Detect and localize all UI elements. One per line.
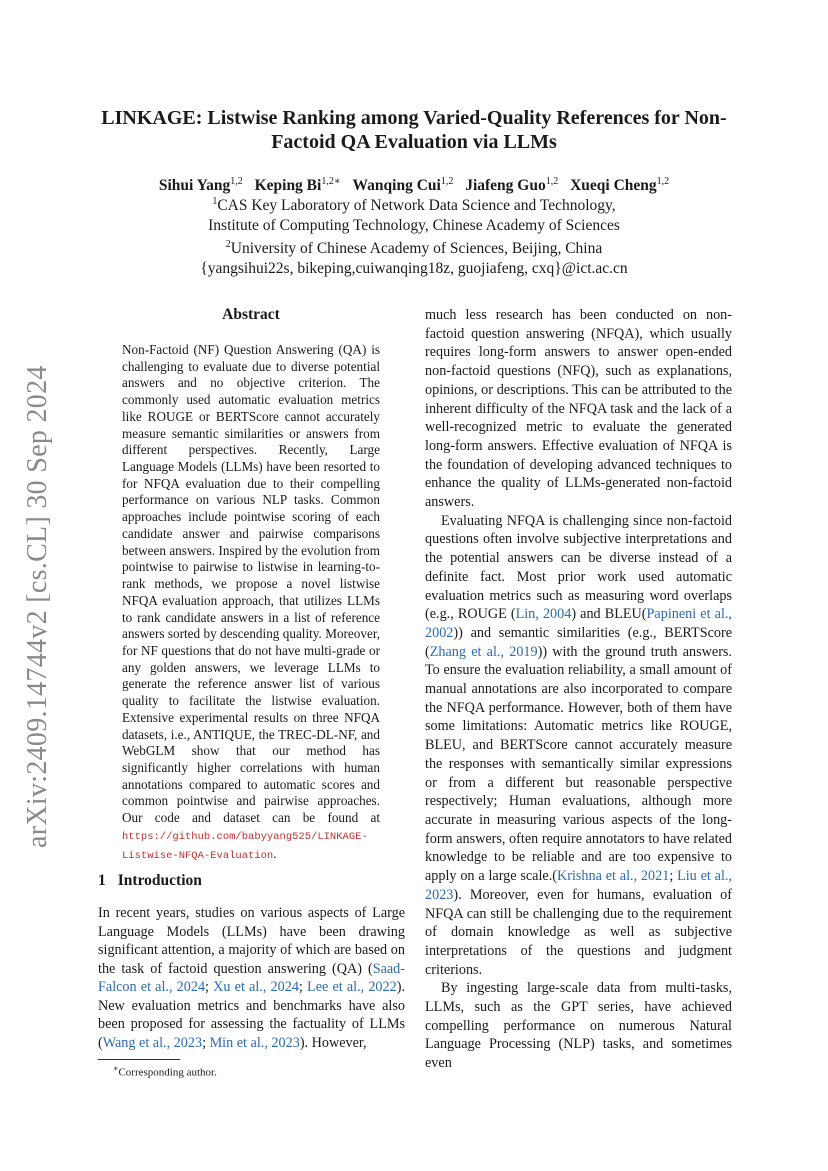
abstract-heading: Abstract <box>222 306 280 323</box>
citation-link[interactable]: Zhang et al., 2019 <box>429 643 538 660</box>
section-heading-introduction: 1 Introduction <box>98 872 202 889</box>
citation-link[interactable]: Saad-Falcon et al., 2024 <box>98 960 405 995</box>
paragraph: Evaluating NFQA is challenging since non-factoid questions often involve subjective interpretations and the potential answers can be diverse instead of a definite fact. Most prior work used automatic evaluation metrics such as measuring word overlaps (e.g., ROUGE (Lin, 2004) and BLEU(Papineni et al., 2002)) and semantic similarities (e.g., BERTScore (Zhang et al., 2019)) with the ground truth answers. To ensure the evaluation reliability, a small amount of manual annotations are also incorporated to compare the NFQA performance. However, both of them have some limitations: Automatic metrics like ROUGE, BLEU, and BERTScore cannot accurately measure the responses with semantically similar expressions or from a different but reasonable perspective respectively; Human evaluations, although more accurate in measuring various aspects of the long-form answers, often require annotators to have related knowledge to be reliable and are too expensive to apply on a large scale.(Krishna et al., 2021; Liu et al., 2023). Moreover, even for humans, evaluation of NFQA can still be challenging due to the requirement of domain knowledge as well as subjective interpretations of the questions and judgment criterions. <box>425 512 732 978</box>
abstract-body: Non-Factoid (NF) Question Answering (QA) is challenging to evaluate due to diverse potential answers and no objective criterion. The commonly used automatic evaluation metrics like ROUGE or BERTScore cannot accurately measure semantic similarities or answers from different perspectives. Recently, Large Language Models (LLMs) have been resorted to for NFQA evaluation due to their compelling performance on various NLP tasks. Common approaches include pointwise scoring of each candidate answer and pairwise comparisons between answers. Inspired by the evolution from pointwise to pairwise to listwise in learning-to-rank methods, we propose a novel listwise NFQA evaluation approach, that utilizes LLMs to rank candidate answers in a list of reference answers sorted by descending quality. Moreover, for NF questions that do not have multi-grade or any golden answers, we leverage LLMs to generate the reference answer list of various quality to facilitate the listwise evaluation. Extensive experimental results on three NFQA datasets, i.e., ANTIQUE, the TREC-DL-NF, and WebGLM show that our method has significantly higher correlations with human annotations compared to automatic scores and common pointwise and pairwise approaches. Our code and dataset can be found at https://github.com/babyyang525/LINKAGE-Listwise-NFQA-Evaluation. <box>122 342 380 862</box>
author-name: Sihui Yang$^{1,2}$ <box>158 176 243 195</box>
citation-link[interactable]: Min et al., 2023 <box>209 1034 300 1051</box>
footnote: ∗Corresponding author. <box>113 1064 217 1079</box>
paper-title: LINKAGE: Listwise Ranking among Varied-Quality References for Non-Factoid QA Evaluation via LLMs <box>101 107 727 153</box>
citation-link[interactable]: Lin, 2004 <box>515 606 572 623</box>
author-name: Keping $Bi^{1,2∗}$ <box>254 176 341 195</box>
paragraph: much less research has been conducted on non-factoid question answering (NFQA), which usually requires long-form answers to answer open-ended non-factoid questions (NFQ), such as explanations, opinions, or descriptions. This can be attributed to the inherent difficulty of the NFQA task and the lack of a well-recognized metric to evaluate the generated long-form answers. Effective evaluation of NFQA is the foundation of developing advanced techniques to enhance the quality of LLMs-generated non-factoid answers. <box>425 307 732 511</box>
citation-link[interactable]: Papineni et al., 2002 <box>425 606 732 641</box>
citation-link[interactable]: Krishna et al., 2021 <box>557 868 670 885</box>
citation-link[interactable]: Liu et al., 2023 <box>425 868 732 903</box>
citation-link[interactable]: Wang et al., 2023 <box>102 1034 203 1051</box>
paragraph: By ingesting large-scale data from multi-tasks, LLMs, such as the GPT series, have achieved compelling performance on numerous Natural Language Processing (NLP) tasks, and sometimes even <box>425 980 732 1072</box>
author-emails: {yangsihui22s, bikeping,cuiwanqing18z, guojiafeng, cxq}@ict.ac.cn <box>200 259 628 277</box>
arxiv-identifier: arXiv:2409.14744v2 [cs.CL] 30 Sep 2024 <box>22 365 53 848</box>
citation-link[interactable]: Xu et al., 2024 <box>213 979 299 995</box>
author-name: Jiafeng Guo$^{1,2}$ <box>465 176 559 195</box>
affiliations <box>80 192 748 278</box>
code-link[interactable]: https://github.com/babyyang525/LINKAGE-Listwise-NFQA-Evaluation <box>122 830 368 862</box>
affiliation-1-line2: Institute of Computing Technology, Chinese Academy of Sciences <box>208 216 620 234</box>
right-column <box>425 306 732 1073</box>
author-name: Wanqing Cui$^{1,2}$ <box>352 176 454 195</box>
footnote-rule <box>98 1059 180 1060</box>
affiliation-1: $^1$CAS Key Laboratory of Network Data Science and Technology, <box>212 196 616 215</box>
introduction-paragraph: In recent years, studies on various aspects of Large Language Models (LLMs) have been drawing significant attention, a majority of which are based on the task of factoid question answering (QA) (Saad-Falcon et al., 2024; Xu et al., 2024; Lee et al., 2022). New evaluation metrics and benchmarks have also been proposed for assessing the factuality of LLMs (Wang et al., 2023; Min et al., 2023). However, <box>98 905 405 1051</box>
affiliation-2: $^2$University of Chinese Academy of Sciences, Beijing, China <box>225 239 603 258</box>
citation-link[interactable]: Lee et al., 2022 <box>307 979 397 995</box>
author-name: Xueqi Cheng$^{1,2}$ <box>570 176 670 195</box>
